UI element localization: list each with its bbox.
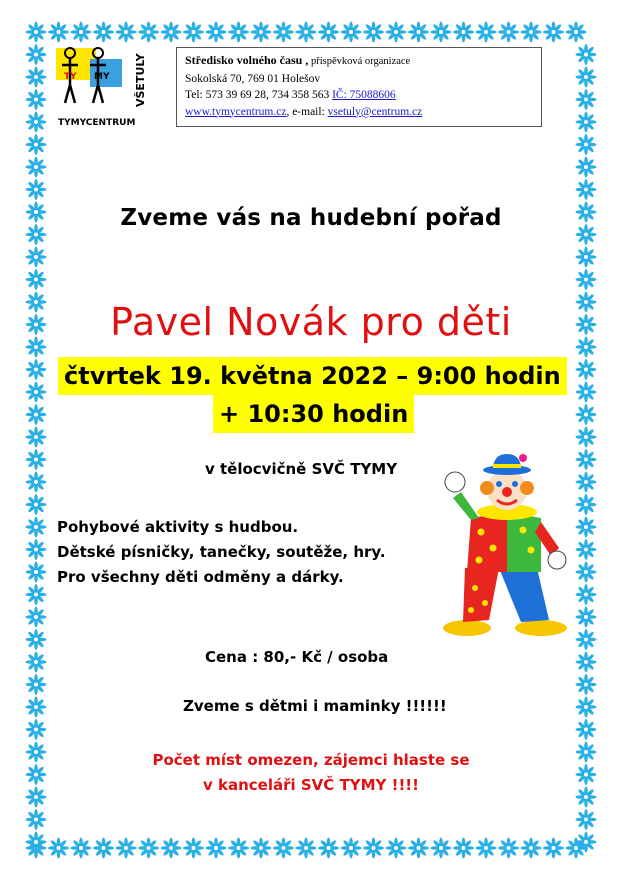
svg-text:VŠETULY: VŠETULY [134, 53, 147, 107]
org-type: příspěvková organizace [308, 56, 411, 67]
border-star-icon [206, 22, 227, 43]
border-star-icon [26, 584, 47, 605]
border-star-icon [408, 22, 429, 43]
border-star-icon [183, 838, 204, 859]
border-star-icon [576, 359, 597, 380]
border-star-icon [576, 427, 597, 448]
border-star-icon [26, 539, 47, 560]
event-title: Pavel Novák pro děti [110, 300, 512, 344]
border-star-icon [296, 838, 317, 859]
border-star-icon [543, 22, 564, 43]
border-star-icon [26, 607, 47, 628]
border-star-icon [363, 838, 384, 859]
border-star-icon [576, 449, 597, 470]
border-star-icon [498, 838, 519, 859]
tymycentrum-logo [56, 45, 156, 129]
website-link[interactable]: www.tymycentrum.cz [185, 105, 287, 118]
ic-number: IČ: 75088606 [332, 89, 396, 101]
border-star-icon [26, 134, 47, 155]
border-star-icon [26, 629, 47, 650]
border-star-icon [576, 472, 597, 493]
border-star-icon [576, 652, 597, 673]
border-star-icon [318, 22, 339, 43]
border-star-icon [116, 22, 137, 43]
org-name: Středisko volného času , [185, 53, 309, 67]
border-star-icon [26, 44, 47, 65]
border-star-icon [576, 382, 597, 403]
clown-illustration [437, 448, 577, 638]
org-line [185, 52, 533, 71]
border-star-icon [26, 359, 47, 380]
border-star-icon [26, 382, 47, 403]
border-star-icon [183, 22, 204, 43]
border-star-icon [26, 562, 47, 583]
border-star-icon [26, 157, 47, 178]
border-star-icon [576, 269, 597, 290]
border-star-icon [318, 838, 339, 859]
border-star-icon [206, 838, 227, 859]
border-star-icon [228, 22, 249, 43]
border-star-icon [228, 838, 249, 859]
email-label: , e-mail: [286, 105, 328, 118]
border-star-icon [576, 697, 597, 718]
contact-line [185, 104, 533, 121]
border-star-icon [48, 22, 69, 43]
border-star-icon [576, 674, 597, 695]
border-star-icon [26, 494, 47, 515]
border-star-icon [273, 22, 294, 43]
border-star-icon [26, 179, 47, 200]
border-star-icon [576, 584, 597, 605]
invite-heading: Zveme vás na hudební pořad [120, 205, 502, 231]
border-star-icon [576, 112, 597, 133]
capacity-line2: v kanceláři SVČ TYMY !!!! [203, 776, 419, 794]
border-star-icon [566, 22, 587, 43]
border-star-icon [161, 838, 182, 859]
border-star-icon [93, 22, 114, 43]
border-star-icon [431, 22, 452, 43]
border-star-icon [576, 179, 597, 200]
address: Sokolská 70, 769 01 Holešov [185, 72, 321, 85]
border-star-icon [138, 22, 159, 43]
border-star-icon [521, 838, 542, 859]
border-star-icon [71, 22, 92, 43]
svg-text:TY: TY [64, 72, 77, 82]
border-star-icon [251, 838, 272, 859]
border-star-icon [48, 838, 69, 859]
svg-text:MY: MY [94, 72, 110, 82]
moms-invite: Zveme s dětmi i maminky !!!!!! [183, 697, 447, 715]
border-star-icon [576, 629, 597, 650]
border-star-icon [431, 838, 452, 859]
border-star-icon [576, 607, 597, 628]
border-star-icon [576, 832, 597, 853]
border-star-icon [576, 67, 597, 88]
border-star-icon [26, 67, 47, 88]
border-star-icon [138, 838, 159, 859]
activity-item: Dětské písničky, tanečky, soutěže, hry. [57, 543, 386, 561]
border-star-icon [576, 539, 597, 560]
organization-info-box [176, 47, 542, 127]
phone-line [185, 87, 533, 104]
venue: v tělocvičně SVČ TYMY [205, 460, 398, 478]
border-star-icon [26, 832, 47, 853]
capacity-notice [0, 748, 622, 798]
svg-text:TYMYCENTRUM: TYMYCENTRUM [58, 118, 136, 128]
event-date-line2: + 10:30 hodin [213, 395, 414, 433]
border-star-icon [26, 809, 47, 830]
border-star-icon [521, 22, 542, 43]
border-star-icon [273, 838, 294, 859]
border-star-icon [26, 449, 47, 470]
border-star-icon [408, 838, 429, 859]
border-star-icon [26, 697, 47, 718]
border-star-icon [26, 517, 47, 538]
border-star-icon [26, 674, 47, 695]
activity-item: Pro všechny děti odměny a dárky. [57, 568, 344, 586]
border-star-icon [576, 134, 597, 155]
border-star-icon [26, 112, 47, 133]
border-star-icon [576, 247, 597, 268]
border-star-icon [543, 838, 564, 859]
border-star-icon [26, 652, 47, 673]
border-star-icon [251, 22, 272, 43]
border-star-icon [386, 22, 407, 43]
border-star-icon [26, 22, 47, 43]
border-star-icon [71, 838, 92, 859]
border-star-icon [161, 22, 182, 43]
border-star-icon [26, 719, 47, 740]
border-star-icon [26, 89, 47, 110]
event-date-line1: čtvrtek 19. května 2022 – 9:00 hodin [58, 357, 567, 395]
price: Cena : 80,- Kč / osoba [205, 648, 389, 666]
border-star-icon [576, 809, 597, 830]
border-star-icon [341, 22, 362, 43]
border-star-icon [476, 838, 497, 859]
border-star-icon [93, 838, 114, 859]
phone: Tel: 573 39 69 28, 734 358 563 [185, 89, 333, 101]
border-star-icon [576, 157, 597, 178]
border-star-icon [296, 22, 317, 43]
border-star-icon [341, 838, 362, 859]
border-star-icon [386, 838, 407, 859]
border-star-icon [476, 22, 497, 43]
border-star-icon [576, 719, 597, 740]
capacity-line1: Počet míst omezen, zájemci hlaste se [152, 751, 470, 769]
border-star-icon [116, 838, 137, 859]
border-star-icon [363, 22, 384, 43]
border-star-icon [26, 269, 47, 290]
border-star-icon [26, 472, 47, 493]
border-star-icon [26, 427, 47, 448]
border-star-icon [576, 562, 597, 583]
border-star-icon [576, 404, 597, 425]
border-star-icon [576, 517, 597, 538]
border-star-icon [498, 22, 519, 43]
activity-item: Pohybové aktivity s hudbou. [57, 518, 299, 536]
email-link[interactable]: vsetuly@centrum.cz [327, 105, 423, 118]
border-star-icon [453, 838, 474, 859]
border-star-icon [26, 247, 47, 268]
border-star-icon [576, 44, 597, 65]
activities-list [57, 515, 386, 590]
border-star-icon [26, 404, 47, 425]
border-star-icon [576, 494, 597, 515]
border-star-icon [576, 89, 597, 110]
border-star-icon [453, 22, 474, 43]
